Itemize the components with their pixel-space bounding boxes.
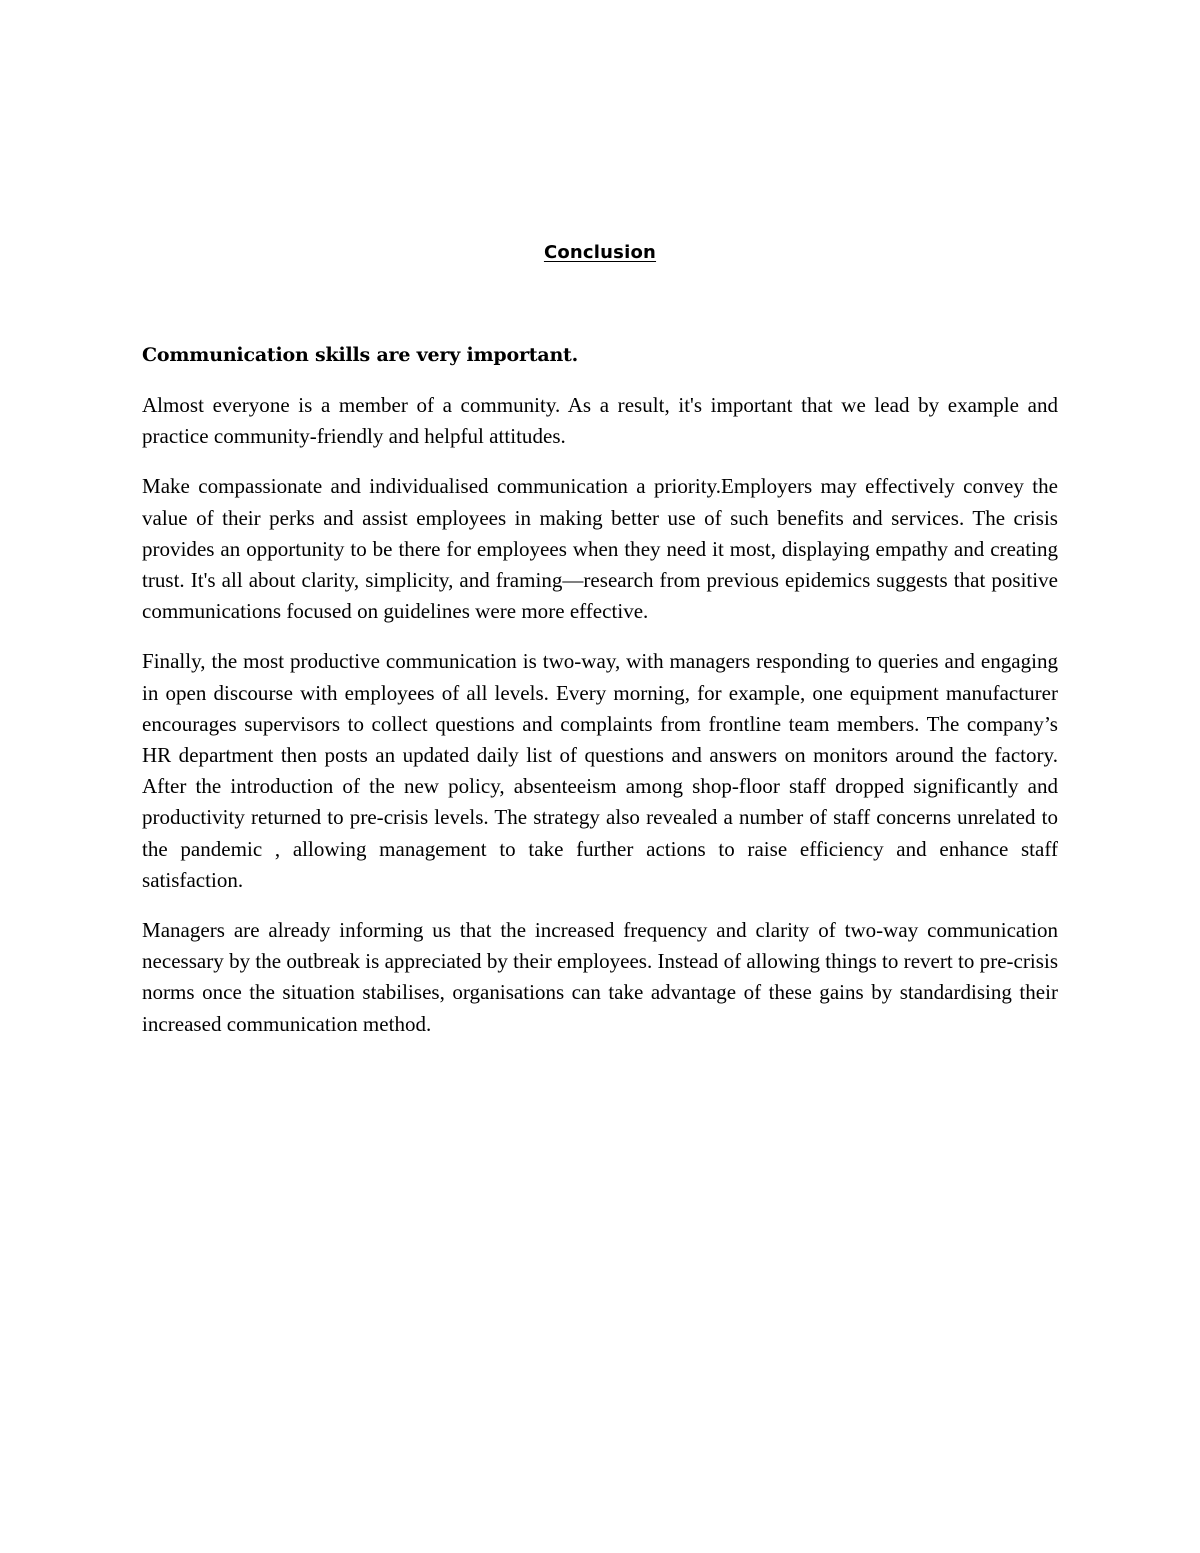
paragraph-compassionate-communication: Make compassionate and individualised communication a priority.Employers may effectively convey the value of their perks and assist employees in making better use of such benefits and services. The crisis provides an opportunity to be there for employees when they need it most, displaying empathy and creating trust. It's all about clarity, simplicity, and framing—research from previous epidemics suggests that positive communications focused on guidelines were more effective. bbox=[142, 474, 1058, 624]
page-title-text: Conclusion bbox=[543, 242, 657, 263]
page-title bbox=[0, 242, 1200, 263]
paragraph-managers-feedback: Managers are already informing us that the increased frequency and clarity of two-way communication necessary by the outbreak is appreciated by their employees. Instead of allowing things to revert to pre-crisis norms once the situation stabilises, organisations can take advantage of these gains by standardising their increased communication method. bbox=[142, 918, 1059, 1036]
section-heading: Communication skills are very important. bbox=[142, 344, 579, 366]
document-body bbox=[142, 340, 1058, 1059]
paragraph-two-way-communication: Finally, the most productive communication is two-way, with managers responding to queries and engaging in open discourse with employees of all levels. Every morning, for example, one equipment manufacturer encourages supervisors to collect questions and complaints from frontline team members. The company’s HR department then posts an updated daily list of questions and answers on monitors around the factory. After the introduction of the new policy, absenteeism among shop-floor staff dropped significantly and productivity returned to pre-crisis levels. The strategy also revealed a number of staff concerns unrelated to the pandemic , allowing management to take further actions to raise efficiency and enhance staff satisfaction. bbox=[142, 649, 1058, 892]
paragraph-community: Almost everyone is a member of a community. As a result, it's important that we lead by example and practice community-friendly and helpful attitudes. bbox=[142, 393, 1058, 449]
